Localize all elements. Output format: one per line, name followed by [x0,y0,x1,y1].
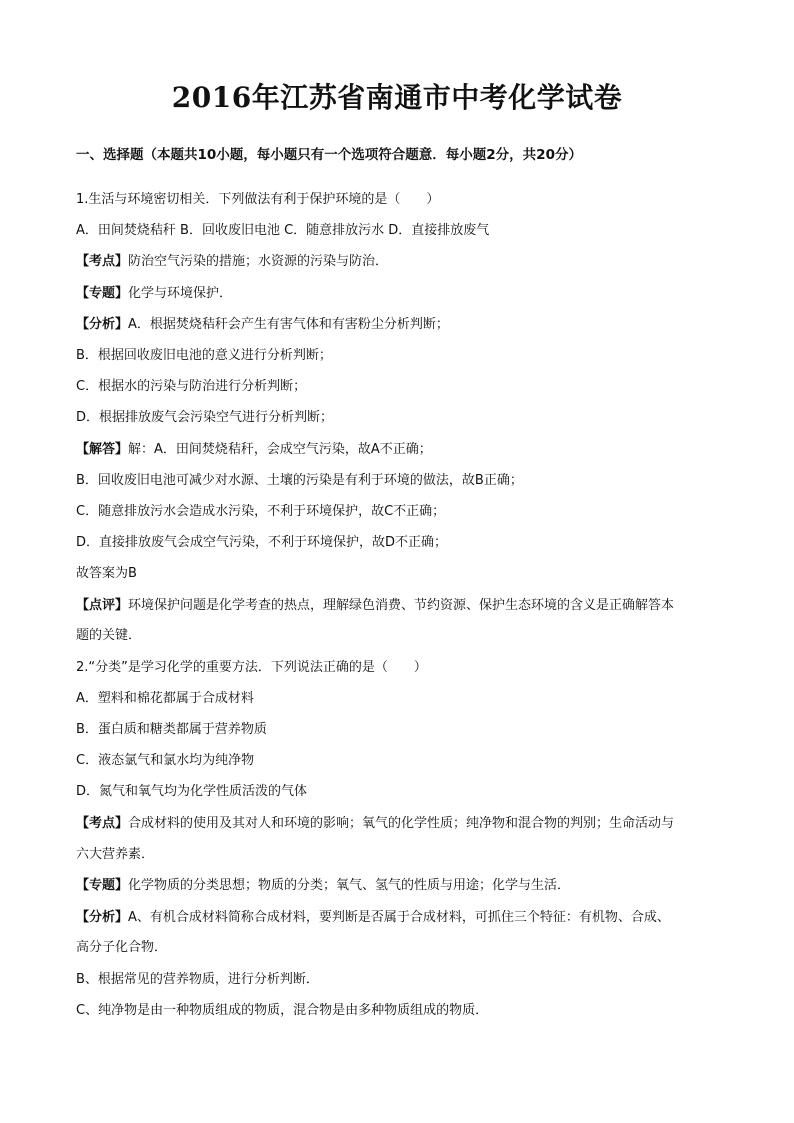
q2-question: 2.“分类”是学习化学的重要方法．下列说法正确的是（ ） [76,660,427,675]
q2-option-a: A．塑料和棉花都属于合成材料 [76,691,254,706]
fenxi-text: A、有机合成材料简称合成材料，要判断是否属于合成材料，可抓住三个特征：有机物、合成、 [128,910,670,925]
q1-answer: 故答案为B [76,566,137,581]
q1-fenxi-d: D．根据排放废气会污染空气进行分析判断； [76,410,334,425]
q1-fenxi [76,315,726,335]
section-heading: 一、选择题（本题共10小题，每小题只有一个选项符合题意．每小题2分，共20分） [76,147,582,163]
q1-kaodian [76,252,726,272]
zhuanti-text: 化学与环境保护． [128,286,233,301]
kaodian-tag: 【考点】 [76,816,129,831]
q2-option-d: D．氮气和氧气均为化学性质活泼的气体 [76,784,308,799]
q1-fenxi-b: B．根据回收废旧电池的意义进行分析判断； [76,348,332,363]
fenxi-text: A．根据焚烧秸秆会产生有害气体和有害粉尘分析判断； [128,317,449,332]
q2-kaodian-2: 六大营养素． [76,847,155,862]
q2-kaodian [76,814,726,834]
fenxi-tag: 【分析】 [76,910,129,925]
kaodian-text: 合成材料的使用及其对人和环境的影响；氧气的化学性质；纯净物和混合物的判别；生命活动与 [128,816,675,831]
jieda-tag: 【解答】 [76,442,129,457]
dianping-tag: 【点评】 [76,598,129,613]
q1-question: 1.生活与环境密切相关．下列做法有利于保护环境的是（ ） [76,192,440,207]
zhuanti-tag: 【专题】 [76,878,129,893]
q1-zhuanti [76,284,726,304]
q1-dianping-2: 题的关键． [76,628,142,643]
page-title: 2016年江苏省南通市中考化学试卷 [171,81,623,114]
q1-jieda-d: D．直接排放废气会成空气污染，不利于环境保护，故D不正确； [76,535,448,550]
kaodian-tag: 【考点】 [76,254,129,269]
q2-option-c: C．液态氯气和氯水均为纯净物 [76,753,255,768]
q1-dianping [76,596,726,616]
q1-jieda [76,440,726,460]
q1-fenxi-c: C．根据水的污染与防治进行分析判断； [76,379,307,394]
q2-zhuanti [76,876,726,896]
q1-options: A．田间焚烧秸秆 B．回收废旧电池 C．随意排放污水 D．直接排放废气 [76,223,490,238]
q2-fenxi-b: B、根据常见的营养物质，进行分析判断． [76,972,319,987]
q1-jieda-b: B．回收废旧电池可减少对水源、土壤的污染是有利于环境的做法，故B正确； [76,473,523,488]
q2-fenxi-a2: 高分子化合物． [76,940,168,955]
jieda-text: 解：A．田间焚烧秸秆，会成空气污染，故A不正确； [128,442,432,457]
q2-option-b: B．蛋白质和糖类都属于营养物质 [76,722,267,737]
fenxi-tag: 【分析】 [76,317,129,332]
q2-fenxi-c: C、纯净物是由一种物质组成的物质，混合物是由多种物质组成的物质． [76,1003,489,1018]
q2-fenxi [76,908,726,928]
kaodian-text: 防治空气污染的措施；水资源的污染与防治． [128,254,389,269]
dianping-text: 环境保护问题是化学考查的热点，理解绿色消费、节约资源、保护生态环境的含义是正确解答本 [128,598,675,613]
zhuanti-tag: 【专题】 [76,286,129,301]
q1-jieda-c: C．随意排放污水会造成水污染，不利于环境保护，故C不正确； [76,504,446,519]
zhuanti-text: 化学物质的分类思想；物质的分类；氧气、氢气的性质与用途；化学与生活． [128,878,571,893]
